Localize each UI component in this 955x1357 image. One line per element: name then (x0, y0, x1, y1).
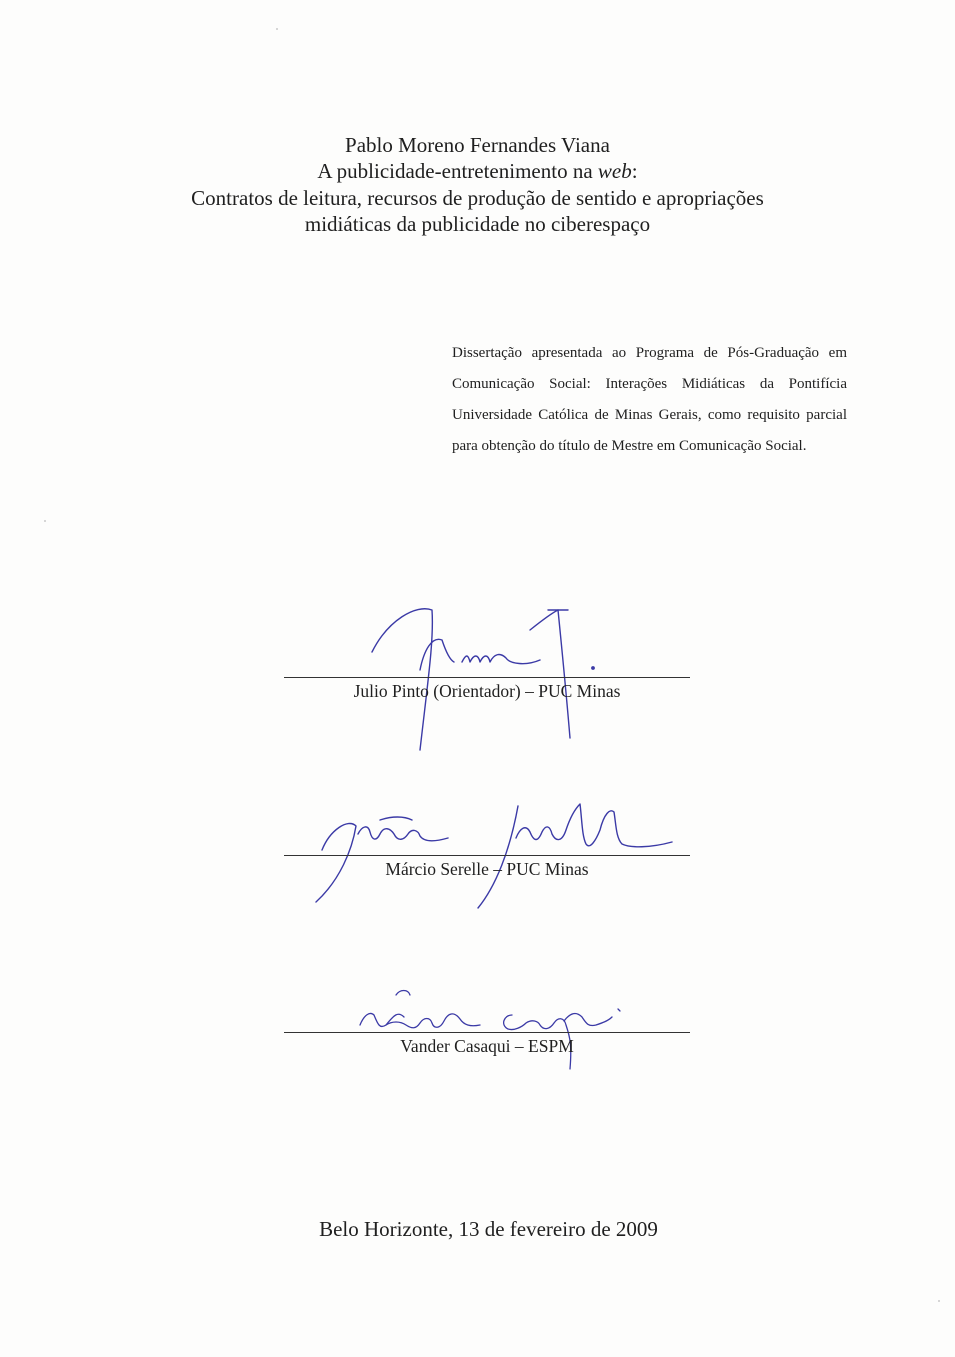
dissertation-title (0, 158, 955, 184)
subtitle-line-1: Contratos de leitura, recursos de produção de sentido e apropriações (191, 186, 764, 210)
author-name: Pablo Moreno Fernandes Viana (345, 133, 610, 157)
scan-speck (276, 28, 278, 30)
scan-speck (938, 1300, 940, 1302)
committee-member-3: Vander Casaqui – ESPM (400, 1036, 574, 1056)
committee-member-1: Julio Pinto (Orientador) – PUC Minas (353, 681, 621, 701)
committee-member-2: Márcio Serelle – PUC Minas (385, 859, 589, 879)
signature-vander-casaqui (350, 985, 640, 1075)
title-suffix: : (631, 159, 638, 183)
place-and-date: Belo Horizonte, 13 de fevereiro de 2009 (319, 1217, 658, 1241)
signature-line-1 (284, 677, 690, 678)
title-prefix: A publicidade-entretenimento na (317, 159, 598, 183)
signature-line-2 (284, 855, 690, 856)
scan-speck (44, 520, 46, 522)
title-italic-word: web (597, 159, 632, 183)
signature-line-3 (284, 1032, 690, 1033)
subtitle-line-2: midiáticas da publicidade no ciberespaço (304, 212, 651, 236)
presentation-note: Dissertação apresentada ao Programa de Pós-Graduação em Comunicação Social: Interações Midiáticas da Pontifícia Universidade Católica de Minas Gerais, como requisito parcial para obtenção do título de Mestre em Comunicação Social. (452, 345, 847, 454)
